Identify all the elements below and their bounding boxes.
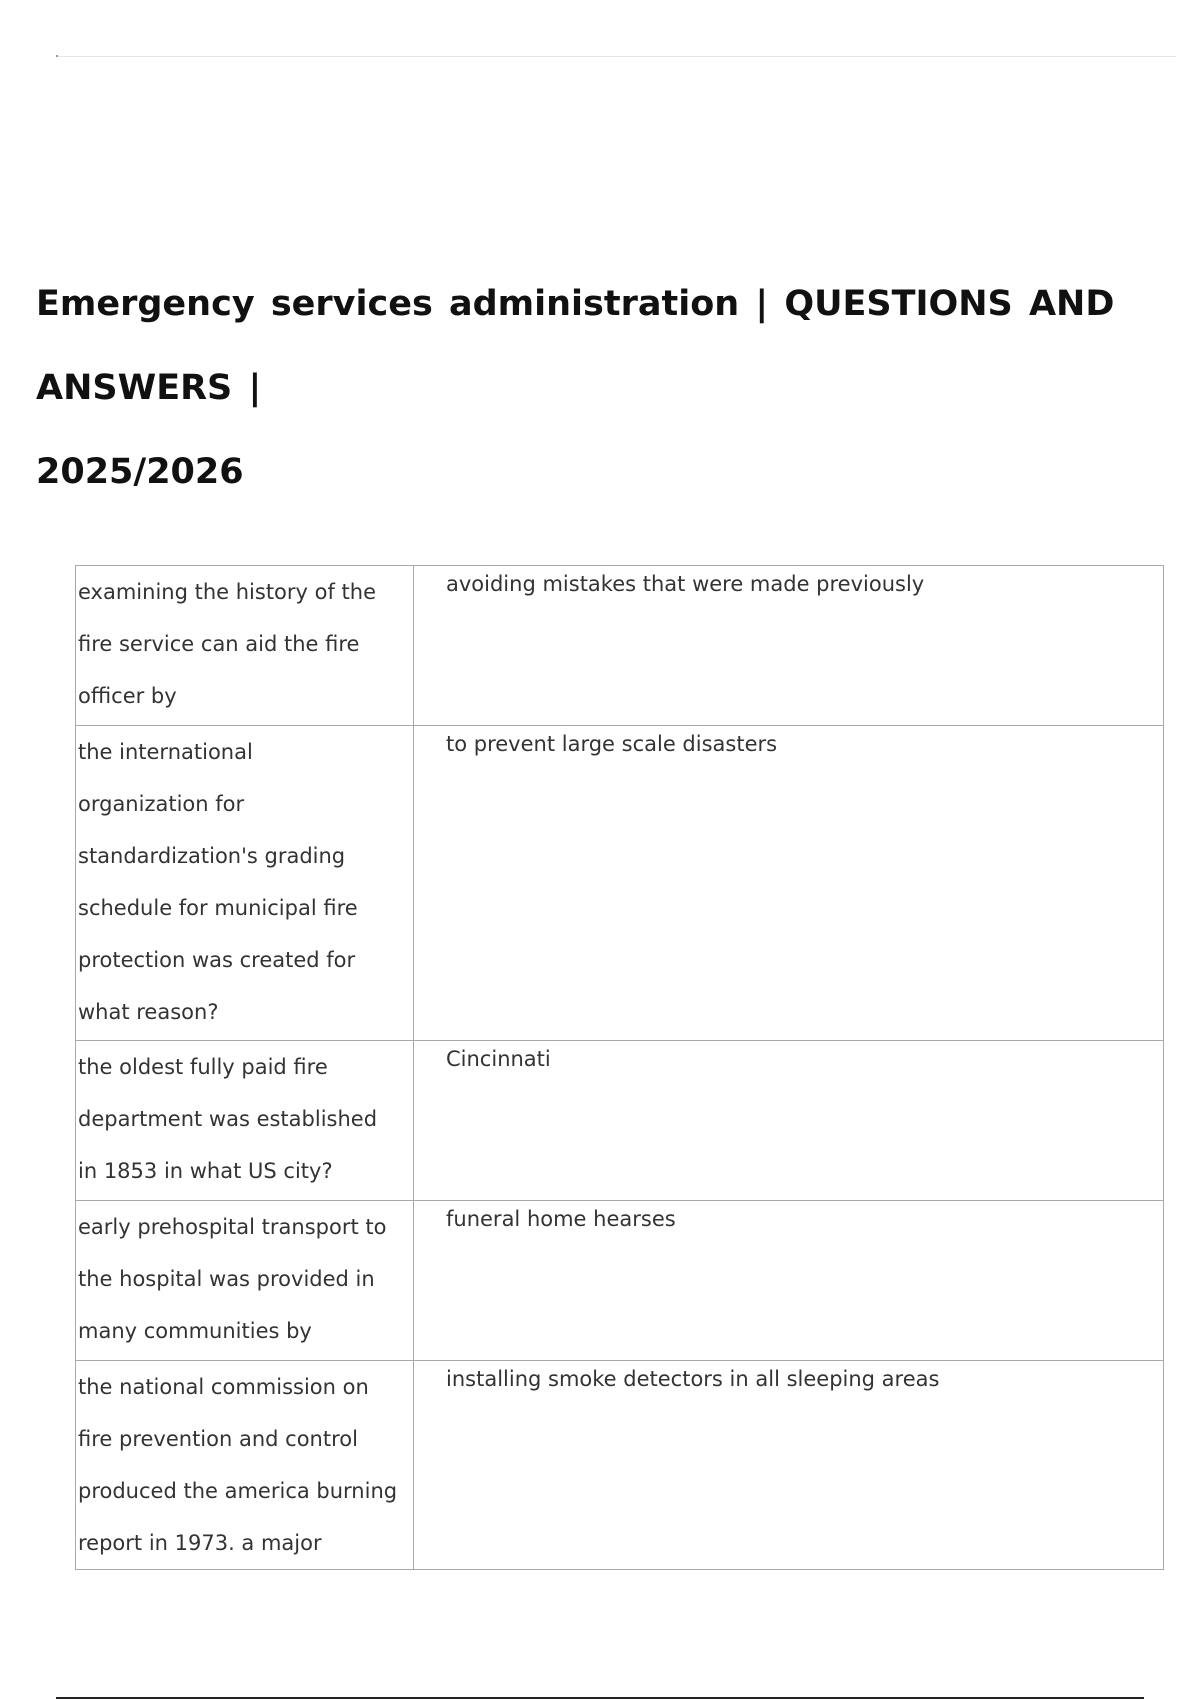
question-line: fire service can aid the fire [78,632,360,656]
answer-cell: avoiding mistakes that were made previously [414,566,1164,726]
question-line: the hospital was provided in [78,1267,375,1291]
answer-cell: funeral home hearses [414,1201,1164,1361]
question-cell [76,1201,414,1361]
question-line: the oldest fully paid fire [78,1055,328,1079]
question-cell [76,566,414,726]
answer-cell: installing smoke detectors in all sleeping areas [414,1361,1164,1570]
header-divider [58,56,1176,57]
table-row [76,1041,1164,1201]
title-line-1: Emergency services administration | QUESTIONS AND ANSWERS | [36,284,1115,408]
question-cell [76,1041,414,1201]
question-line: in 1853 in what US city? [78,1159,333,1183]
question-line: report in 1973. a major [78,1531,322,1555]
question-line: schedule for municipal fire [78,896,358,920]
answer-cell: to prevent large scale disasters [414,726,1164,1041]
question-line: officer by [78,684,177,708]
question-line: what reason? [78,1000,219,1024]
table-row [76,1201,1164,1361]
question-line: organization for [78,792,245,816]
question-line: fire prevention and control [78,1427,358,1451]
question-line: the international [78,740,253,764]
table-row [76,1361,1164,1570]
footer-divider [56,1697,1144,1699]
question-line: early prehospital transport to [78,1215,387,1239]
question-line: standardization's grading [78,844,346,868]
question-line: many communities by [78,1319,312,1343]
question-cell [76,1361,414,1570]
table-row [76,566,1164,726]
table-row [76,726,1164,1041]
question-line: the national commission on [78,1375,369,1399]
question-cell [76,726,414,1041]
question-line: produced the america burning [78,1479,398,1503]
question-line: department was established [78,1107,378,1131]
document-title [36,262,1166,514]
answer-cell: Cincinnati [414,1041,1164,1201]
question-line: examining the history of the [78,580,377,604]
question-line: protection was created for [78,948,356,972]
title-line-2: 2025/2026 [36,452,244,492]
qa-table [75,565,1164,1570]
